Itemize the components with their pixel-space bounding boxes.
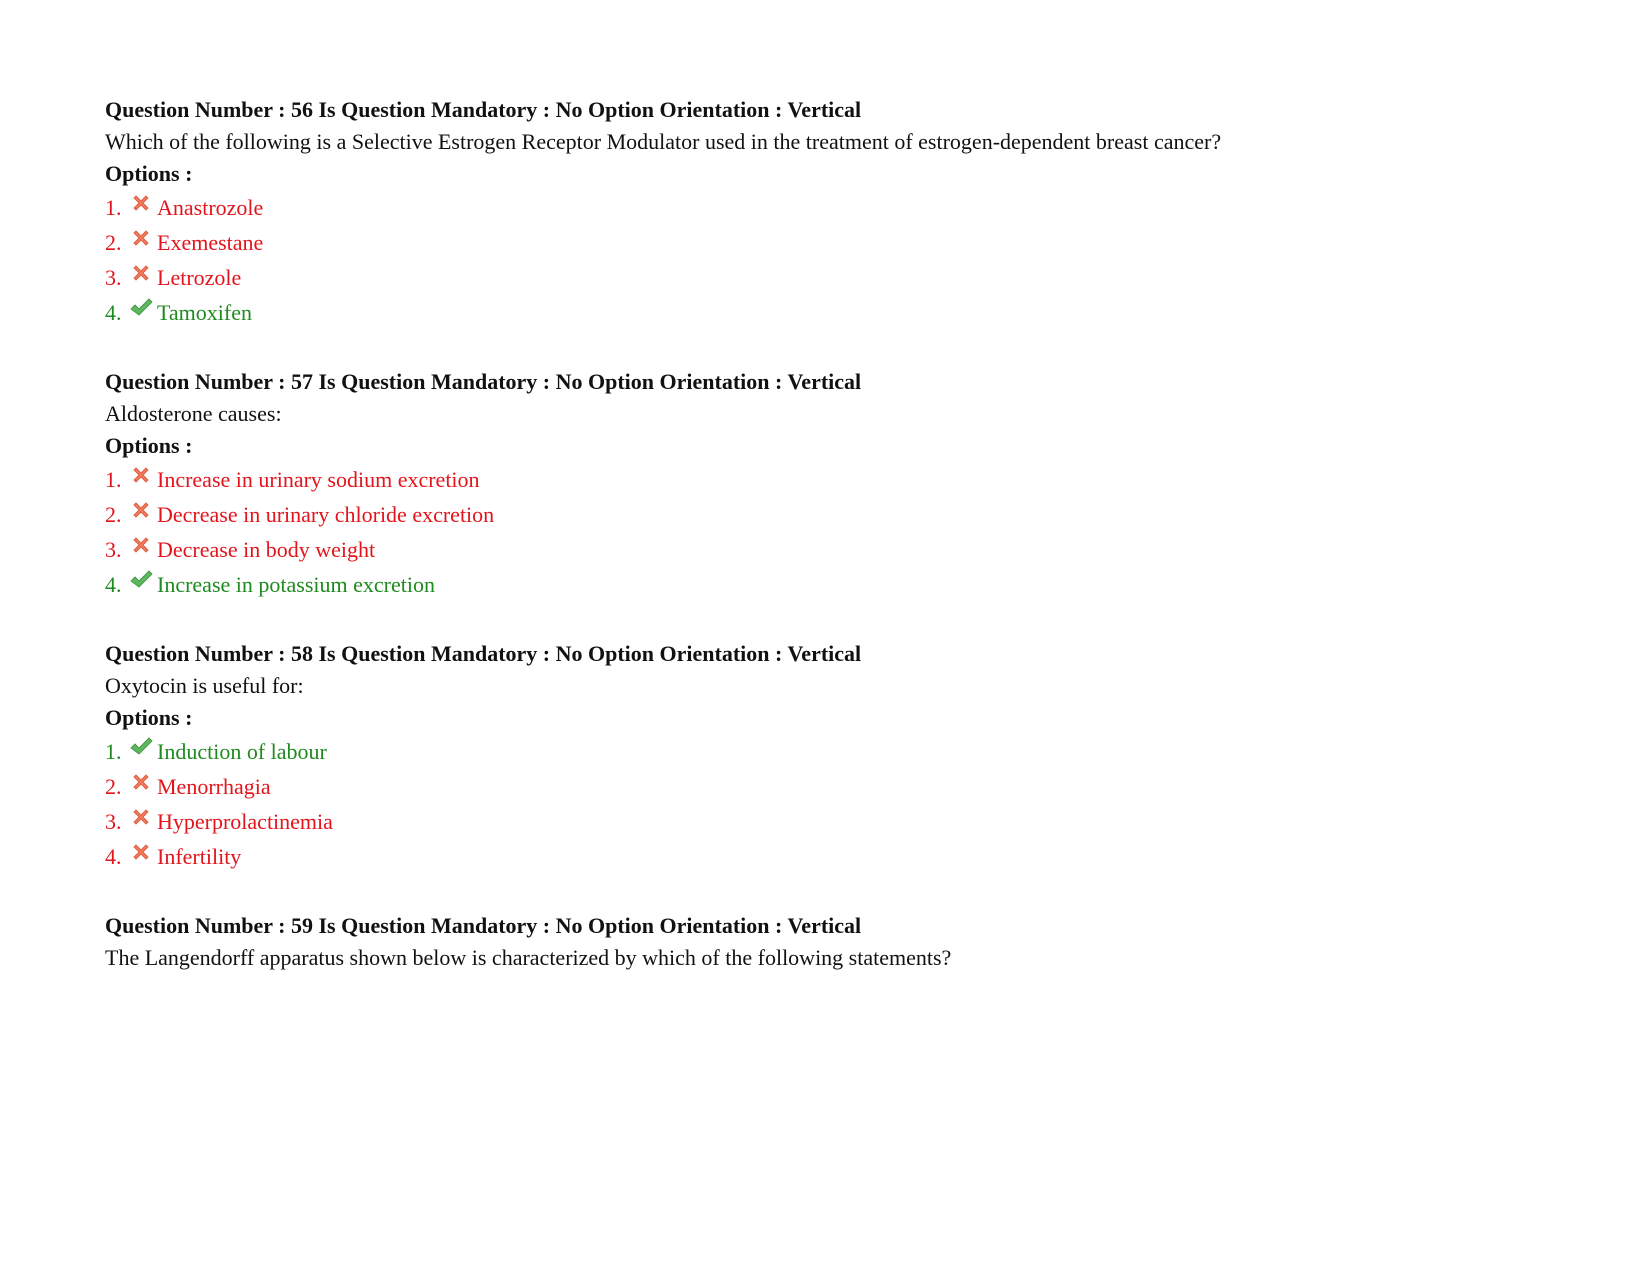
- option-text: Induction of labour: [157, 739, 327, 764]
- check-icon: [129, 735, 153, 759]
- option-number: 2.: [105, 502, 122, 527]
- option-item: [105, 260, 1555, 295]
- option-item: [105, 532, 1555, 567]
- option-text: Exemestane: [157, 230, 264, 255]
- option-text: Letrozole: [157, 265, 242, 290]
- option-number: 2.: [105, 774, 122, 799]
- question-header: Question Number : 56 Is Question Mandatory : No Option Orientation : Vertical: [105, 97, 862, 122]
- question-58: [105, 638, 1555, 874]
- option-number: 2.: [105, 230, 122, 255]
- option-item: [105, 769, 1555, 804]
- cross-icon: [129, 805, 153, 829]
- option-item: [105, 734, 1555, 769]
- option-item: [105, 804, 1555, 839]
- option-text: Hyperprolactinemia: [157, 809, 333, 834]
- option-text: Increase in potassium excretion: [157, 572, 435, 597]
- question-text: Which of the following is a Selective Estrogen Receptor Modulator used in the treatment of estrogen-dependent breast cancer?: [105, 129, 1222, 154]
- options-label: Options :: [105, 433, 193, 458]
- option-text: Decrease in urinary chloride excretion: [157, 502, 495, 527]
- option-number: 3.: [105, 809, 122, 834]
- question-56: [105, 94, 1555, 330]
- cross-icon: [129, 840, 153, 864]
- question-text: Oxytocin is useful for:: [105, 673, 304, 698]
- option-number: 4.: [105, 844, 122, 869]
- question-text: The Langendorff apparatus shown below is characterized by which of the following statements?: [105, 945, 952, 970]
- option-number: 3.: [105, 265, 122, 290]
- cross-icon: [129, 261, 153, 285]
- cross-icon: [129, 498, 153, 522]
- option-number: 1.: [105, 467, 122, 492]
- cross-icon: [129, 226, 153, 250]
- options-label: Options :: [105, 161, 193, 186]
- cross-icon: [129, 533, 153, 557]
- check-icon: [129, 296, 153, 320]
- option-item: [105, 225, 1555, 260]
- option-item: [105, 839, 1555, 874]
- check-icon: [129, 568, 153, 592]
- option-text: Tamoxifen: [157, 300, 252, 325]
- option-number: 1.: [105, 739, 122, 764]
- question-57: [105, 366, 1555, 602]
- option-item: [105, 567, 1555, 602]
- cross-icon: [129, 463, 153, 487]
- question-paper: [105, 94, 1555, 1010]
- option-text: Decrease in body weight: [157, 537, 376, 562]
- question-59: [105, 910, 1555, 974]
- option-text: Menorrhagia: [157, 774, 271, 799]
- option-text: Anastrozole: [157, 195, 264, 220]
- cross-icon: [129, 191, 153, 215]
- option-number: 3.: [105, 537, 122, 562]
- option-text: Increase in urinary sodium excretion: [157, 467, 480, 492]
- question-header: Question Number : 57 Is Question Mandatory : No Option Orientation : Vertical: [105, 369, 862, 394]
- option-text: Infertility: [157, 844, 242, 869]
- question-header: Question Number : 59 Is Question Mandatory : No Option Orientation : Vertical: [105, 913, 862, 938]
- question-header: Question Number : 58 Is Question Mandatory : No Option Orientation : Vertical: [105, 641, 862, 666]
- question-text: Aldosterone causes:: [105, 401, 282, 426]
- option-number: 4.: [105, 300, 122, 325]
- option-number: 1.: [105, 195, 122, 220]
- option-item: [105, 190, 1555, 225]
- option-item: [105, 462, 1555, 497]
- option-item: [105, 497, 1555, 532]
- cross-icon: [129, 770, 153, 794]
- option-item: [105, 295, 1555, 330]
- option-number: 4.: [105, 572, 122, 597]
- options-label: Options :: [105, 705, 193, 730]
